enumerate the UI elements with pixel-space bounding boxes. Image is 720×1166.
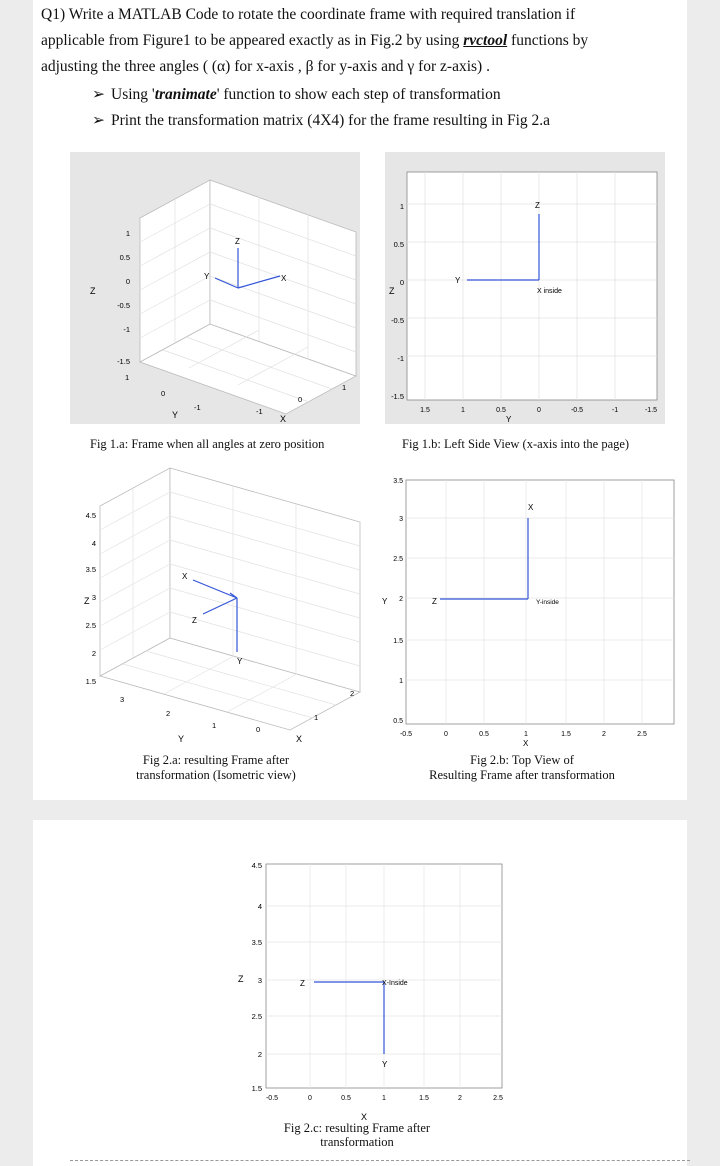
fig2c-frame-z-label: Z — [300, 979, 305, 988]
fig1b-ylabel: Z — [389, 286, 395, 296]
fig2a-xlabel: X — [296, 734, 303, 744]
fig1a-xlabel: X — [280, 414, 287, 424]
plot-tick-label: 2 — [602, 731, 606, 738]
question-line-3: adjusting the three angles ( (α) for x-axis , β for y-axis and γ for z-axis) . — [41, 58, 490, 75]
fig2c-ylabel: Z — [238, 974, 244, 984]
fig-2a-plot — [70, 466, 370, 750]
plot-tick-label: 1 — [125, 229, 130, 238]
bullet-arrow-icon: ➢ — [92, 86, 105, 103]
plot-tick-label: 0.5 — [479, 731, 489, 738]
plot-tick-label: 1.5 — [561, 731, 571, 738]
plot-tick-label: 1.5 — [85, 677, 96, 686]
plot-tick-label: 4.5 — [251, 861, 262, 870]
fig2c-frame-y-label: Y — [382, 1060, 388, 1069]
fig1a-zlabel: Z — [90, 286, 96, 296]
plot-tick-label: 1.5 — [251, 1084, 262, 1093]
plot-tick-label: 2.5 — [85, 621, 96, 630]
fig1a-caption: Fig 1.a: Frame when all angles at zero position — [90, 437, 325, 451]
fig1a-frame-z-label: Z — [235, 237, 240, 246]
bullet-arrow-icon: ➢ — [92, 112, 105, 129]
plot-tick-label: 2 — [91, 649, 96, 658]
fig1b-frame-z-label: Z — [535, 201, 540, 210]
fig2a-zlabel: Z — [84, 596, 90, 606]
fig-2c-plot — [230, 858, 520, 1130]
plot-tick-label: -0.5 — [570, 407, 584, 414]
plot-tick-label: 1 — [125, 373, 130, 382]
plot-tick-label: -1 — [397, 354, 404, 363]
question-line-1: Q1) Write a MATLAB Code to rotate the coordinate frame with required translation if — [41, 6, 576, 23]
fig2c-caption: Fig 2.c: resulting Frame after transformation — [283, 1121, 431, 1149]
fig1a-ylabel: Y — [172, 410, 179, 420]
fig2c-xlabel: X — [361, 1112, 368, 1122]
fig-2b-plot — [380, 474, 680, 750]
plot-tick-label: 0.5 — [393, 718, 403, 725]
plot-tick-label: 1 — [399, 678, 403, 685]
fig2b-frame-x-label: X — [528, 503, 534, 512]
plot-tick-label: 1 — [342, 383, 347, 392]
plot-tick-label: 3 — [257, 976, 262, 985]
plot-tick-label: 3.5 — [393, 478, 403, 485]
plot-tick-label: 3 — [91, 593, 96, 602]
plot-tick-label: 0 — [399, 278, 404, 287]
plot-tick-label: 3 — [120, 695, 125, 704]
fig2a-frame-z-label: Z — [192, 616, 197, 625]
plot-tick-label: 3 — [399, 516, 403, 523]
fig1a-frame-x-label: X — [281, 274, 287, 283]
plot-tick-label: 4.5 — [85, 511, 96, 520]
fig2b-frame-y-label: Y-inside — [536, 599, 559, 606]
plot-tick-label: 4 — [257, 902, 262, 911]
plot-tick-label: -0.5 — [391, 316, 404, 325]
plot-tick-label: -1 — [123, 325, 130, 334]
fig2c-frame-x-label: X-Inside — [382, 980, 408, 987]
fig2b-frame-z-label: Z — [432, 597, 437, 606]
plot-tick-label: 2 — [166, 709, 171, 718]
plot-tick-label: 3.5 — [251, 938, 262, 947]
plot-tick-label: 2 — [458, 1095, 462, 1102]
plot-tick-label: 1.5 — [393, 638, 403, 645]
plot-tick-label: 2.5 — [493, 1095, 503, 1102]
fig1b-frame-x-label: X inside — [537, 288, 562, 295]
plot-tick-label: 1.5 — [419, 1095, 429, 1102]
plot-tick-label: 4 — [91, 539, 96, 548]
fig2b-xlabel: X — [523, 739, 529, 748]
fig2a-caption: Fig 2.a: resulting Frame after transformation (Isometric view) — [136, 753, 296, 782]
plot-tick-label: 1 — [461, 407, 465, 414]
fig-1b-plot — [385, 152, 665, 424]
plot-tick-label: -1 — [256, 407, 263, 416]
plot-tick-label: 0.5 — [341, 1095, 351, 1102]
plot-tick-label: 1 — [524, 731, 528, 738]
plot-tick-label: 0.5 — [393, 240, 404, 249]
fig-1a-plot — [70, 152, 360, 424]
plot-tick-label: 2.5 — [637, 731, 647, 738]
plot-tick-label: 2 — [399, 596, 403, 603]
fig1b-frame-y-label: Y — [455, 276, 461, 285]
fig1b-xlabel: Y — [506, 415, 512, 424]
plot-tick-label: 0 — [298, 395, 303, 404]
fig1a-frame-y-label: Y — [204, 272, 210, 281]
rvctool-text: rvctool — [463, 32, 508, 49]
bullet-2: ➢ Print the transformation matrix (4X4) for the frame resulting in Fig 2.a — [92, 112, 551, 129]
plot-tick-label: 0 — [125, 277, 130, 286]
plot-tick-label: 1 — [382, 1095, 386, 1102]
plot-tick-label: -1.5 — [117, 357, 130, 366]
fig2a-ylabel: Y — [178, 734, 185, 744]
plot-tick-label: 1 — [212, 721, 217, 730]
plot-tick-label: -1.5 — [644, 407, 658, 414]
plot-tick-label: 0 — [308, 1095, 312, 1102]
plot-tick-label: -1 — [611, 407, 619, 414]
plot-tick-label: 1 — [399, 202, 404, 211]
plot-tick-label: 0 — [444, 731, 448, 738]
plot-tick-label: 2 — [350, 689, 355, 698]
fig2b-caption: Fig 2.b: Top View of Resulting Frame after transformation — [429, 753, 615, 782]
plot-tick-label: 0.5 — [119, 253, 130, 262]
plot-tick-label: 2.5 — [251, 1012, 262, 1021]
fig2b-ylabel: Y — [382, 597, 388, 606]
plot-tick-label: 0 — [161, 389, 166, 398]
plot-tick-label: 0.5 — [496, 407, 506, 414]
plot-tick-label: -0.5 — [117, 301, 130, 310]
plot-tick-label: 2 — [257, 1050, 262, 1059]
plot-tick-label: -0.5 — [265, 1095, 279, 1102]
fig2a-frame-x-label: X — [182, 572, 188, 581]
plot-tick-label: 1.5 — [420, 407, 430, 414]
fig2a-frame-y-label: Y — [237, 657, 243, 666]
fig1b-caption: Fig 1.b: Left Side View (x-axis into the page) — [402, 437, 630, 451]
bullet-1: ➢ Using 'tranimate' function to show each step of transformation — [92, 86, 501, 103]
plot-tick-label: 0 — [256, 725, 261, 734]
plot-tick-label: 1 — [314, 713, 319, 722]
plot-tick-label: -0.5 — [399, 731, 413, 738]
plot-tick-label: 3.5 — [85, 565, 96, 574]
plot-tick-label: -1 — [194, 403, 201, 412]
plot-tick-label: 0 — [537, 407, 541, 414]
plot-tick-label: 2.5 — [393, 556, 403, 563]
plot-tick-label: -1.5 — [391, 392, 404, 401]
page-break-dashed-line — [70, 1160, 690, 1161]
question-line-2: applicable from Figure1 to be appeared exactly as in Fig.2 by using rvctool functions by — [41, 32, 589, 49]
